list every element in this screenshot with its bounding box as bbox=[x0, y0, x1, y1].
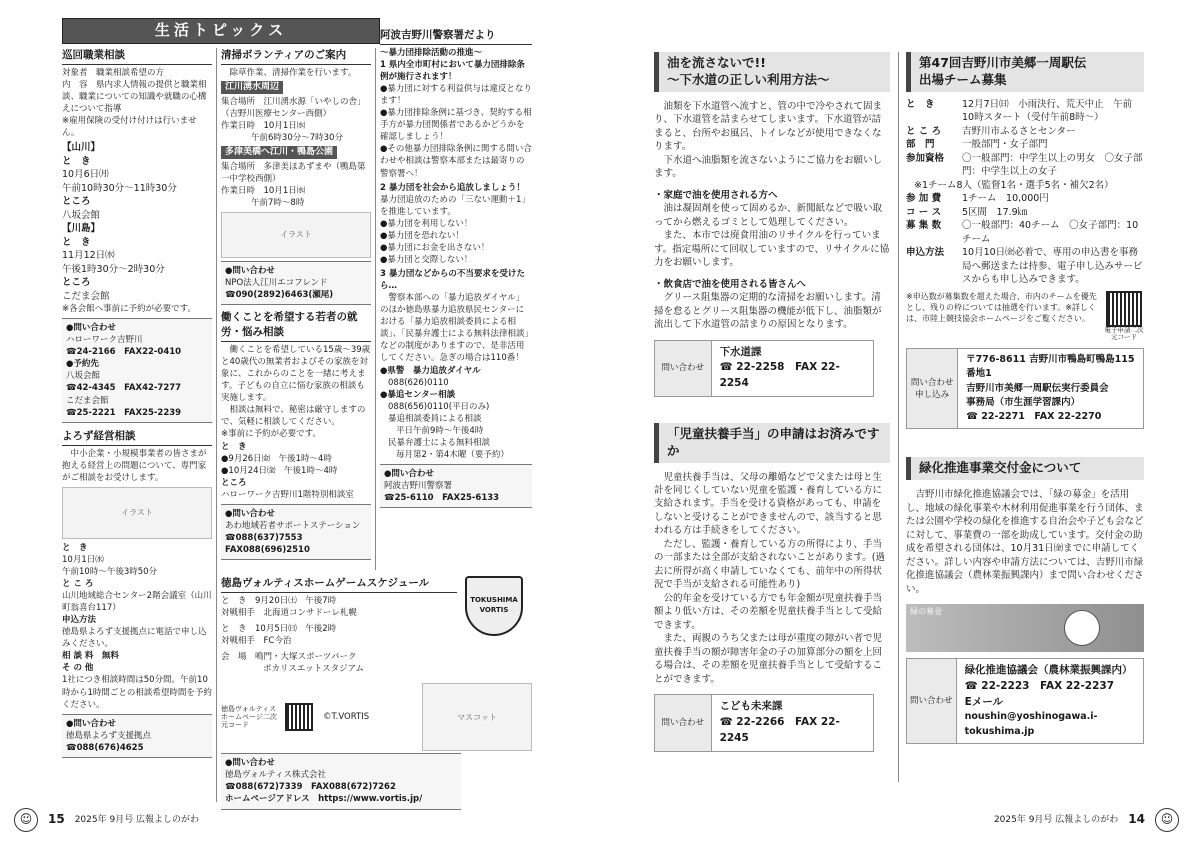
kawashima-label: 【川島】 bbox=[62, 223, 101, 235]
seiso-line: 午前6時30分～7時30分 bbox=[251, 132, 343, 143]
wakamono-date-label: と き bbox=[221, 441, 247, 452]
contact-line: 阿波吉野川警察署 bbox=[384, 481, 453, 492]
kawashima-place: こだま会館 bbox=[62, 290, 110, 302]
abura-title bbox=[654, 52, 890, 92]
keisatsu-h1: 1 県内全市町村において暴力団排除条例が施行されます！ bbox=[380, 59, 525, 83]
vortis-logo bbox=[465, 576, 523, 636]
shokugyo-contact bbox=[62, 318, 212, 423]
ekiden-key: 部 門 bbox=[906, 139, 935, 151]
seiso-line: 午前7時～8時 bbox=[251, 197, 305, 208]
illustration-label: イラスト bbox=[121, 508, 153, 518]
kawashima-date: 11月12日㈬ bbox=[62, 250, 115, 262]
contact-line: ●問い合わせ bbox=[225, 758, 275, 769]
right-column-1 bbox=[654, 52, 890, 752]
mascot-icon: ☺ bbox=[1155, 808, 1179, 832]
ekiden-contact bbox=[906, 348, 1144, 429]
kawashima-time: 午後1時30分～2時30分 bbox=[62, 263, 165, 275]
abura-contact bbox=[654, 340, 874, 397]
contact-line: こども未来課 bbox=[719, 700, 783, 713]
contact-line: ☎088(672)7339 FAX088(672)7262 bbox=[225, 782, 396, 793]
ryokka-banner-text: 緑の募金 bbox=[910, 607, 942, 617]
contact-line: あわ地域若者サポートステーション bbox=[225, 520, 361, 531]
mascot-icon: ☺ bbox=[14, 808, 38, 832]
green-fund-logo-icon bbox=[1064, 610, 1100, 646]
contact-line: ☎24-2166 FAX22-0410 bbox=[66, 347, 182, 358]
ekiden-row bbox=[906, 219, 1144, 246]
yorozu-line: 徳島県よろず支援拠点に電話で申し込みください。 bbox=[62, 627, 207, 650]
keisatsu-list: 民暴弁護士による無料相談 bbox=[388, 437, 491, 448]
shokugyo-line: 対象者 職業相談希望の方 bbox=[62, 67, 165, 78]
ekiden-row bbox=[906, 138, 1144, 151]
column-2 bbox=[221, 48, 371, 560]
contact-line: ☎088(676)4625 bbox=[66, 742, 144, 753]
ekiden-value: 1チーム 10,000円 bbox=[962, 193, 1049, 205]
vortis-game: と き 10月5日㈰ 午後2時 bbox=[221, 624, 337, 635]
contact-label: 問い合わせ bbox=[655, 695, 712, 750]
shokugyo-note: ※各会館へ事前に予約が必要です。 bbox=[62, 304, 196, 315]
wakamono-date: ●9月26日㈮ 午後1時～4時 bbox=[221, 453, 332, 464]
left-footer bbox=[14, 808, 199, 832]
contact-line: 事務局（市生涯学習課内） bbox=[966, 396, 1081, 408]
ekiden-row bbox=[906, 125, 1144, 138]
seiso-line: 作業日時 10月1日㈬ bbox=[221, 120, 306, 131]
yorozu-line: 1社につき相談時間は50分間。午前10時から1時間ごとの相談希望時間を予約ください。 bbox=[62, 675, 212, 710]
ekiden-value: 5区間 17.9㎞ bbox=[962, 206, 1028, 218]
keisatsu-bullet: ●暴力団にお金を出さない！ bbox=[380, 242, 490, 253]
keisatsu-bullet: ●暴力団に対する利益供与は違反となります！ bbox=[380, 84, 532, 107]
contact-line: ハローワーク吉野川 bbox=[66, 335, 143, 346]
ekiden-title-line1: 第47回吉野川市美郷一周駅伝 bbox=[919, 55, 1087, 70]
page-number: 15 bbox=[48, 812, 65, 827]
contact-line: ☎088(637)7553 bbox=[225, 532, 303, 543]
keisatsu-list: 毎月第2・第4木曜（要予約） bbox=[396, 449, 509, 460]
abura-p5: グリース阻集器の定期的な清掃をお願いします。清掃を怠るとグリース阻集器の機能が低下し、油脂類が流出して下水道管の詰まりの原因となります。 bbox=[654, 292, 882, 331]
shokugyo-line: 内 容 県内求人情報の提供と職業相談、職業についての知識や就職の心構えについて指導 bbox=[62, 79, 207, 115]
kawashima-date-label: と き bbox=[62, 236, 91, 248]
ekiden-key: 募 集 数 bbox=[906, 220, 942, 232]
keisatsu-list: 088(626)0110 bbox=[388, 377, 449, 388]
ekiden-row bbox=[906, 192, 1144, 205]
keisatsu-h3: 3 暴力団などからの不当要求を受けたら… bbox=[380, 269, 525, 292]
vortis-title: 徳島ヴォルティスホームゲームスケジュール bbox=[221, 576, 457, 593]
seiso-title: 清掃ボランティアのご案内 bbox=[221, 48, 371, 65]
wakamono-place: ハローワーク吉野川1階特別相談室 bbox=[221, 489, 354, 500]
vortis-game: と き 9月20日㈯ 午後7時 bbox=[221, 595, 337, 606]
seiso-line: 集合場所 江川湧水源「いやしの舎」（吉野川医療センター西側） bbox=[221, 96, 366, 119]
wakamono-note: ※事前に予約が必要です。 bbox=[221, 429, 321, 440]
seiso-intro: 除草作業、清掃作業を行います。 bbox=[229, 67, 357, 78]
ryokka-contact bbox=[906, 658, 1144, 744]
ekiden-value: 一般部門・女子部門 bbox=[962, 139, 1048, 151]
ekiden-row bbox=[906, 246, 1144, 286]
contact-line: 徳島ヴォルティス株式会社 bbox=[225, 770, 326, 781]
abura-title-line1: 油を流さないで!! bbox=[667, 55, 766, 70]
yamakawa-date-label: と き bbox=[62, 155, 91, 167]
contact-line[interactable]: noushin@yoshinogawa.i-tokushima.jp bbox=[964, 711, 1098, 737]
yorozu-illustration bbox=[62, 487, 212, 539]
jido-title: 「児童扶養手当」の申請はお済みですか bbox=[654, 423, 890, 463]
ekiden-row bbox=[906, 179, 1144, 192]
contact-line: ●問い合わせ bbox=[384, 469, 434, 480]
yorozu-line: 山川地域総合センター2階会議室（山川町翁喜台117） bbox=[62, 591, 212, 614]
contact-line: ☎090(2892)6463(瀬尾) bbox=[225, 290, 334, 301]
ekiden-title bbox=[906, 52, 1144, 92]
abura-title-line2: ～下水道の正しい利用方法～ bbox=[667, 71, 830, 87]
contact-line: 八坂会館 bbox=[66, 371, 101, 382]
abura-p3: 油は凝固剤を使って固めるか、新聞紙などで吸い取ってから燃えるゴミとして処理してください。 bbox=[654, 203, 883, 228]
yorozu-line: 申込方法 bbox=[62, 615, 97, 626]
wakamono-title: 働くことを希望する若者の就労・悩み相談 bbox=[221, 310, 371, 342]
right-footer bbox=[994, 808, 1179, 832]
ekiden-key: 参 加 費 bbox=[906, 193, 942, 205]
right-page bbox=[600, 0, 1191, 842]
contact-line: ☎ 22-2258 FAX 22-2254 bbox=[719, 361, 840, 389]
contact-line: ☎25-2221 FAX25-2239 bbox=[66, 407, 182, 418]
keisatsu-subtitle: ～暴力団排除活動の推進～ bbox=[380, 47, 483, 58]
ekiden-qr-icon[interactable] bbox=[1106, 291, 1142, 327]
contact-line: 緑化推進協議会（農林業振興課内） bbox=[964, 664, 1133, 677]
vortis-game: 対戦相手 FC今治 bbox=[221, 636, 292, 647]
ekiden-value: ※1チーム8人（監督1名・選手5名・補欠2名） bbox=[914, 179, 1114, 191]
keisatsu-list: 暴追相談委員による相談 bbox=[388, 413, 482, 424]
yorozu-line: 10月1日㈬ bbox=[62, 554, 104, 565]
keisatsu-bullet: ●暴力団排除条例に基づき、契約する相手方が暴力団関係者であるかどうかを確認しましょう！ bbox=[380, 108, 532, 143]
yamakawa-place-label: ところ bbox=[62, 196, 91, 208]
seiso-line: 作業日時 10月1日㈬ bbox=[221, 185, 306, 196]
contact-line: ☎ 22-2266 FAX 22-2245 bbox=[719, 716, 840, 744]
contact-line: 〒776-8611 吉野川市鴨島町鴨島115番地1 bbox=[966, 354, 1135, 380]
ekiden-row bbox=[906, 206, 1144, 219]
column-3 bbox=[380, 28, 532, 508]
contact-line: 下水道課 bbox=[719, 345, 762, 358]
yorozu-section bbox=[62, 429, 212, 758]
ekiden-row bbox=[906, 152, 1144, 179]
ryokka-section bbox=[906, 457, 1144, 744]
ekiden-value: 10月10日㈮必着で、専用の申込書を事務局へ郵送または持参、電子申し込みサービスからも申し込みできます。 bbox=[962, 247, 1143, 286]
abura-p2: 下水道へ油脂類を流さないようにご協力をお願いします。 bbox=[654, 154, 883, 180]
wakamono-place-label: ところ bbox=[221, 477, 247, 488]
contact-label: 問い合わせ申し込み bbox=[907, 349, 958, 428]
contact-label: 問い合わせ bbox=[907, 659, 957, 743]
jido-para: ただし、監護・養育している方の所得により、手当の一部または全部が支給されないことがあります。(過去に所得が高く申請していなくても、前年中の所得状況で手当が支給される可能性あり) bbox=[654, 538, 885, 591]
contact-label: 問い合わせ bbox=[655, 341, 712, 396]
contact-line: Eメール bbox=[964, 695, 1004, 708]
keisatsu-list: ●県警 暴力追放ダイヤル bbox=[380, 365, 481, 376]
vortis-venue: 会 場 鳴門・大塚スポーツパーク bbox=[221, 652, 357, 663]
vortis-qr-label: 徳島ヴォルティスホームページ二次元コード bbox=[221, 704, 277, 730]
jido-para: 公的年金を受けている方でも年金額が児童扶養手当額より低い方は、その差額を児童扶養手当として受給できます。 bbox=[654, 592, 883, 631]
keisatsu-h2: 2 暴力団を社会から追放しましょう！ bbox=[380, 182, 525, 193]
wakamono-section bbox=[221, 310, 371, 560]
vortis-section bbox=[221, 576, 532, 810]
keisatsu-list: 平日午前9時～午後4時 bbox=[396, 425, 484, 436]
yorozu-intro: 中小企業・小規模事業者の皆さまが抱える経営上の問題について、専門家がご相談をお受けします。 bbox=[62, 448, 207, 483]
contact-line: FAX088(696)2510 bbox=[225, 545, 310, 555]
vortis-logo-text: TOKUSHIMA VORTIS bbox=[470, 596, 518, 614]
abura-section bbox=[654, 52, 890, 397]
keisatsu-contact bbox=[380, 464, 532, 508]
ekiden-row bbox=[906, 98, 1144, 125]
left-page bbox=[0, 0, 590, 842]
contact-line: こだま会館 bbox=[66, 395, 109, 406]
vortis-mascot-illustration bbox=[422, 683, 532, 751]
wakamono-contact bbox=[221, 504, 371, 560]
contact-line: 徳島県よろず支援拠点 bbox=[66, 730, 152, 741]
contact-line: ☎ 22-2223 FAX 22-2237 bbox=[964, 679, 1115, 692]
ekiden-key bbox=[906, 179, 914, 192]
yorozu-line: と き bbox=[62, 542, 88, 553]
yorozu-title: よろず経営相談 bbox=[62, 429, 212, 446]
keisatsu-bullet: ●暴力団と交際しない！ bbox=[380, 254, 473, 265]
seiso-contact bbox=[221, 261, 371, 305]
contact-line: ☎ 22-2271 FAX 22-2270 bbox=[966, 411, 1102, 423]
seiso-sub1: 江川湧水周辺 bbox=[221, 81, 283, 94]
keisatsu-bullet: ●暴力団を利用しない！ bbox=[380, 218, 473, 229]
keisatsu-p3: 警察本部への「暴力追放ダイヤル」のほか徳島県暴力追放県民センターにおける「暴力追放相談委員による相談」、「民暴弁護士による無料法律相談」などの制度がありますので、是非活用してください。急ぎの場合は110番！ bbox=[380, 293, 529, 364]
vortis-venue: ポカリスエットスタジアム bbox=[263, 664, 364, 675]
abura-p4: また、本市では廃食用油のリサイクルを行っています。指定場所にて回収していますので、リサイクルに協力をお願いします。 bbox=[654, 230, 890, 269]
kawashima-place-label: ところ bbox=[62, 277, 91, 289]
contact-line: ●問い合わせ bbox=[225, 266, 275, 276]
yamakawa-date: 10月6日㈪ bbox=[62, 169, 109, 181]
contact-line: 吉野川市美郷一周駅伝実行委員会 bbox=[966, 382, 1109, 394]
ryokka-p1: 吉野川市緑化推進協議会では、「緑の募金」を活用し、地域の緑化事業や木材利用促進事業を行う団体、または公園や学校の緑化を推進する自治会や子ども会などに対して、事業費の一部を助成しています。交付金の助成を希望される団体は、10月31日㈮までに申請してください。詳しい内容や申請方法については、吉野川市緑化推進協議会（農林業振興課内）まで問い合わせください。 bbox=[906, 489, 1144, 595]
yamakawa-time: 午前10時30分～11時30分 bbox=[62, 182, 177, 194]
keisatsu-list: 088(656)0110(平日のみ) bbox=[388, 401, 490, 412]
ekiden-key: と き bbox=[906, 98, 935, 110]
page-header bbox=[62, 18, 380, 44]
keisatsu-list: ●暴追センター相談 bbox=[380, 389, 456, 400]
page-number: 14 bbox=[1128, 812, 1145, 827]
shokugyo-title: 巡回職業相談 bbox=[62, 48, 212, 65]
column-1 bbox=[62, 48, 212, 758]
contact-line: ☎42-4345 FAX42-7277 bbox=[66, 383, 182, 394]
abura-h1: ・家庭で油を使用される方へ bbox=[654, 189, 778, 201]
wakamono-date: ●10月24日㈮ 午後1時～4時 bbox=[221, 465, 338, 476]
seiso-line: 集合場所 多津美ほあずまや（鴨島第一中学校西側） bbox=[221, 161, 366, 184]
keisatsu-bullet: ●その他暴力団排除条例に関する問い合わせや相談は警察本部または最寄りの警察署へ！ bbox=[380, 144, 532, 179]
jido-para: また、両親のうち父または母が重度の障がい者で児童扶養手当の額が障害年金の子の加算部分の額を上回る場合は、その差額を児童扶養手当として受給することができます。 bbox=[654, 633, 883, 685]
footer-text: 2025年 9月号 広報よしのがわ bbox=[74, 814, 200, 825]
vortis-qr-icon bbox=[285, 703, 313, 731]
ekiden-key: 申込方法 bbox=[906, 247, 945, 259]
keisatsu-bullet: ●暴力団を恐れない！ bbox=[380, 230, 464, 241]
contact-line: ☎25-6110 FAX25-6133 bbox=[384, 493, 500, 504]
yorozu-contact bbox=[62, 714, 212, 758]
vortis-contact bbox=[221, 753, 461, 809]
yorozu-line: と こ ろ bbox=[62, 578, 94, 589]
contact-line: ●問い合わせ bbox=[225, 508, 275, 519]
footer-text: 2025年 9月号 広報よしのがわ bbox=[993, 814, 1119, 825]
yamakawa-place: 八坂会館 bbox=[62, 209, 101, 221]
ekiden-value: 吉野川市ふるさとセンター bbox=[962, 125, 1076, 137]
ekiden-value: 〇一般部門：40チーム 〇女子部門：10チーム bbox=[962, 220, 1139, 245]
shokugyo-line: ※雇用保険の受付け付けは行いません。 bbox=[62, 116, 197, 139]
ryokka-title: 緑化推進事業交付金について bbox=[906, 457, 1144, 480]
yorozu-line: 午前10時～午後3時50分 bbox=[62, 566, 158, 577]
yamakawa-label: 【山川】 bbox=[62, 142, 101, 154]
contact-line: ホームページアドレス https://www.vortis.jp/ bbox=[225, 794, 423, 805]
ekiden-key: 参加資格 bbox=[906, 152, 945, 164]
keisatsu-title: 阿波吉野川警察署だより bbox=[380, 28, 532, 45]
contact-line: ●問い合わせ bbox=[66, 718, 116, 729]
abura-h2: ・飲食店で油を使用される皆さんへ bbox=[654, 278, 806, 290]
ryokka-banner bbox=[906, 604, 1144, 652]
keisatsu-p2: 暴力団追放のための「三ない運動＋1」を推進しています。 bbox=[380, 194, 530, 217]
ekiden-value: 〇一般部門：中学生以上の男女 〇女子部門：中学生以上の女子 bbox=[962, 152, 1143, 178]
jido-section bbox=[654, 423, 890, 752]
ekiden-key: コ ー ス bbox=[906, 206, 942, 218]
abura-p1: 油類を下水道管へ流すと、管の中で冷やされて固まり、下水道管を詰まらせてしまいます。下水道管が詰まると、台所やお風呂、トイレなどが使用できなくなります。 bbox=[654, 100, 883, 153]
vortis-game: 対戦相手 北海道コンサドーレ札幌 bbox=[221, 607, 357, 618]
ekiden-section bbox=[906, 52, 1144, 429]
contact-line: ●問い合わせ bbox=[66, 323, 116, 334]
seiso-sub2: 多津美橋へ江川・鴨島公園 bbox=[221, 146, 337, 159]
contact-line: ●予約先 bbox=[66, 359, 99, 370]
right-column-2 bbox=[906, 52, 1144, 744]
contact-line: NPO法人江川エコフレンド bbox=[225, 278, 328, 289]
ekiden-key: と こ ろ bbox=[906, 125, 942, 137]
vortis-copyright: ©T.VORTIS bbox=[323, 712, 370, 723]
yorozu-line: そ の 他 bbox=[62, 663, 94, 674]
seiso-section bbox=[221, 48, 371, 305]
seiso-illustration bbox=[221, 212, 371, 258]
ekiden-value: 12月7日㈰ 小雨決行、荒天中止 午前10時スタート（受付午前8時～） bbox=[962, 98, 1133, 124]
yorozu-line: 相 談 料 無料 bbox=[62, 651, 119, 662]
jido-para: 児童扶養手当は、父母の離婚などで父または母と生計を同じくしていない児童を監護・養育している方に支給されます。手当を受ける資格があっても、申請をしないと受けることができませんので、該当すると思われる方は手続きをしてください。 bbox=[654, 471, 883, 537]
shokugyo-section bbox=[62, 48, 212, 423]
illustration-label: イラスト bbox=[280, 230, 312, 240]
ekiden-title-line2: 出場チーム募集 bbox=[919, 71, 1007, 87]
wakamono-intro2: 相談は無料で、秘密は厳守しますので、気軽に相談してください。 bbox=[221, 405, 366, 428]
illustration-label: マスコット bbox=[457, 712, 497, 722]
ekiden-qr-label: 電子申請二次元コード bbox=[1104, 325, 1144, 342]
jido-contact bbox=[654, 694, 874, 751]
wakamono-intro: 働くことを希望している15歳～39歳と40歳代の無業者およびその家族を対象に、これからのことを一緒に考えます。子どもの自立に悩む家族の相談も実施します。 bbox=[221, 345, 371, 404]
ekiden-note: ※申込数が募集数を超えた場合、市内のチームを優先とし、残りの枠については抽選を行います。※詳しくは、市陸上競技協会ホームページをご覧ください。 bbox=[906, 291, 1097, 324]
header-title: 生活トピックス bbox=[154, 21, 288, 40]
